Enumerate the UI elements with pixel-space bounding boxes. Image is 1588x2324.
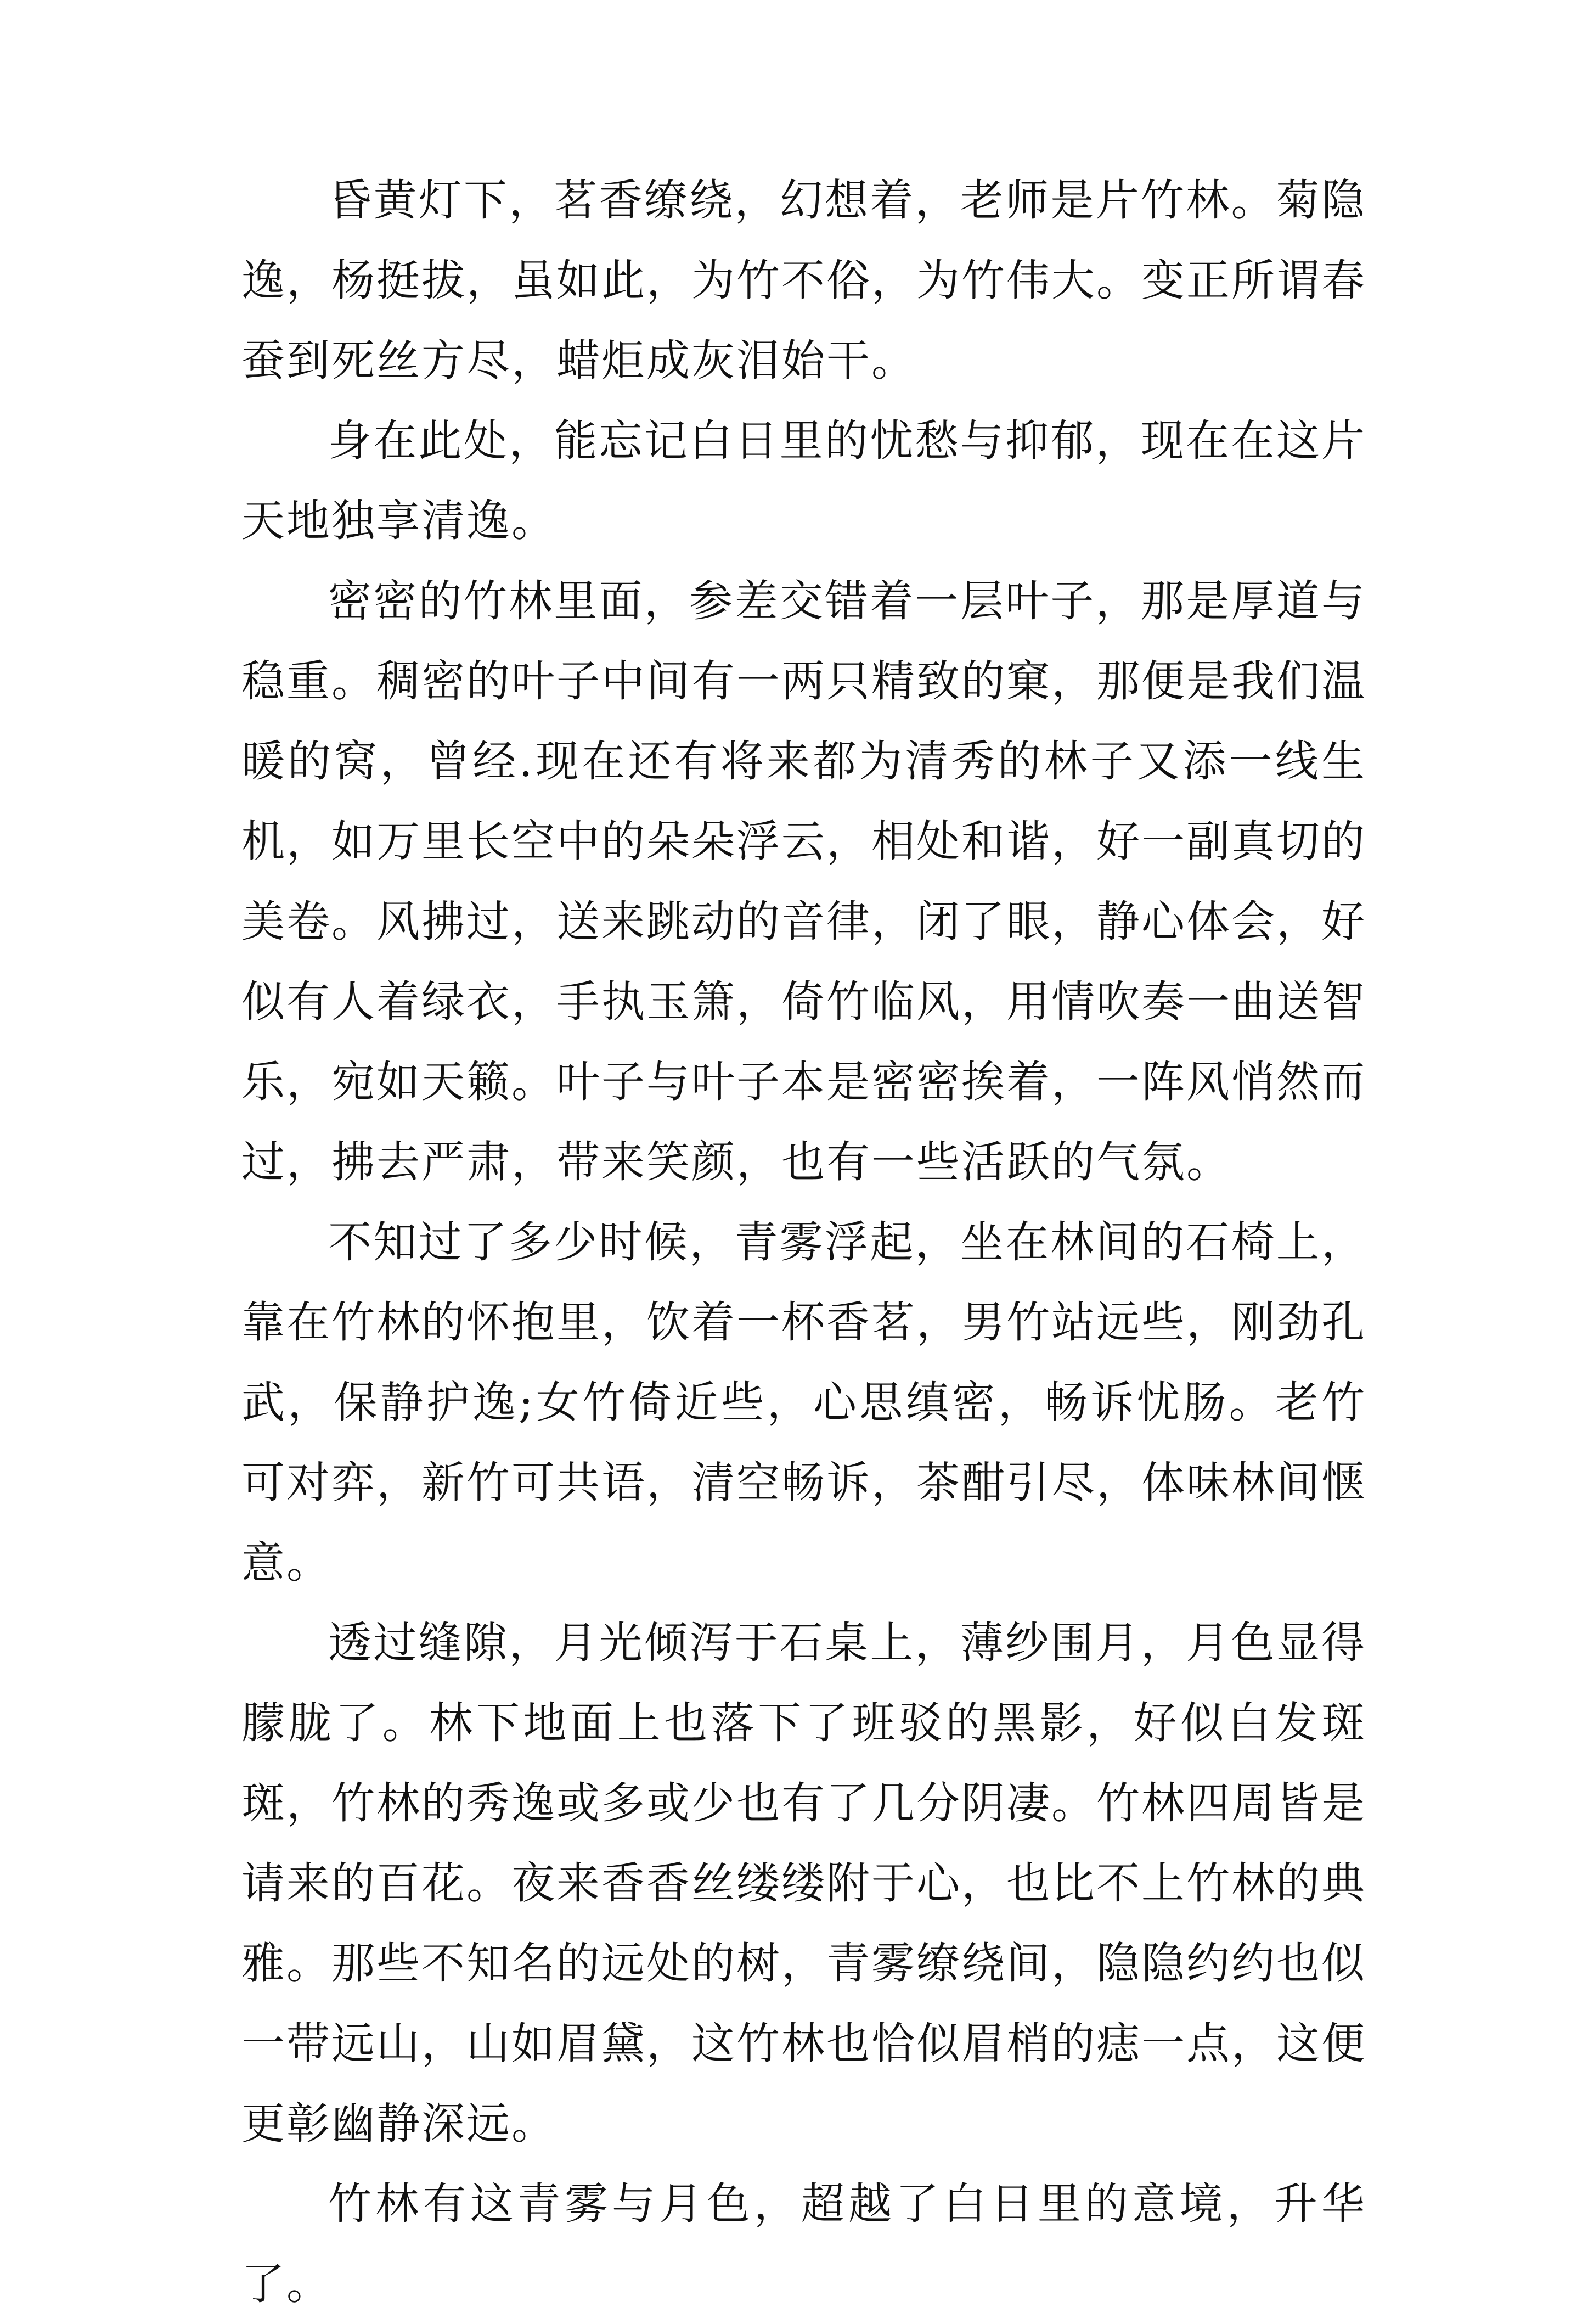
paragraph: 昏黄灯下，茗香缭绕，幻想着，老师是片竹林。菊隐逸，杨挺拔，虽如此，为竹不俗，为竹伟大。变正所谓春蚕到死丝方尽，蜡炬成灰泪始干。: [241, 175, 1366, 386]
paragraph: 透过缝隙，月光倾泻于石桌上，薄纱围月，月色显得朦胧了。林下地面上也落下了班驳的黑影，好似白发斑斑，竹林的秀逸或多或少也有了几分阴凄。竹林四周皆是请来的百花。夜来香香丝缕缕附于心，也比不上竹林的典雅。那些不知名的远处的树，青雾缭绕间，隐隐约约也似一带远山，山如眉黛，这竹林也恰似眉梢的痣一点，这便更彰幽静深远。: [241, 1618, 1366, 2149]
essay-body: [241, 160, 1366, 2324]
paragraph: 竹林有这青雾与月色，超越了白日里的意境，升华了。: [241, 2179, 1366, 2309]
paragraph: 密密的竹林里面，参差交错着一层叶子，那是厚道与稳重。稠密的叶子中间有一两只精致的窠，那便是我们温暖的窝，曾经.现在还有将来都为清秀的林子又添一线生机，如万里长空中的朵朵浮云，相处和谐，好一副真切的美卷。风拂过，送来跳动的音律，闭了眼，静心体会，好似有人着绿衣，手执玉箫，倚竹临风，用情吹奏一曲送智乐，宛如天籁。叶子与叶子本是密密挨着，一阵风悄然而过，拂去严肃，带来笑颜，也有一些活跃的气氛。: [241, 576, 1366, 1187]
paragraph: 身在此处，能忘记白日里的忧愁与抑郁，现在在这片天地独享清逸。: [241, 416, 1366, 546]
paragraph: 不知过了多少时候，青雾浮起，坐在林间的石椅上，靠在竹林的怀抱里，饮着一杯香茗，男竹站远些，刚劲孔武，保静护逸;女竹倚近些，心思缜密，畅诉忧肠。老竹可对弈，新竹可共语，清空畅诉，茶酣引尽，体味林间惬意。: [241, 1217, 1366, 1588]
